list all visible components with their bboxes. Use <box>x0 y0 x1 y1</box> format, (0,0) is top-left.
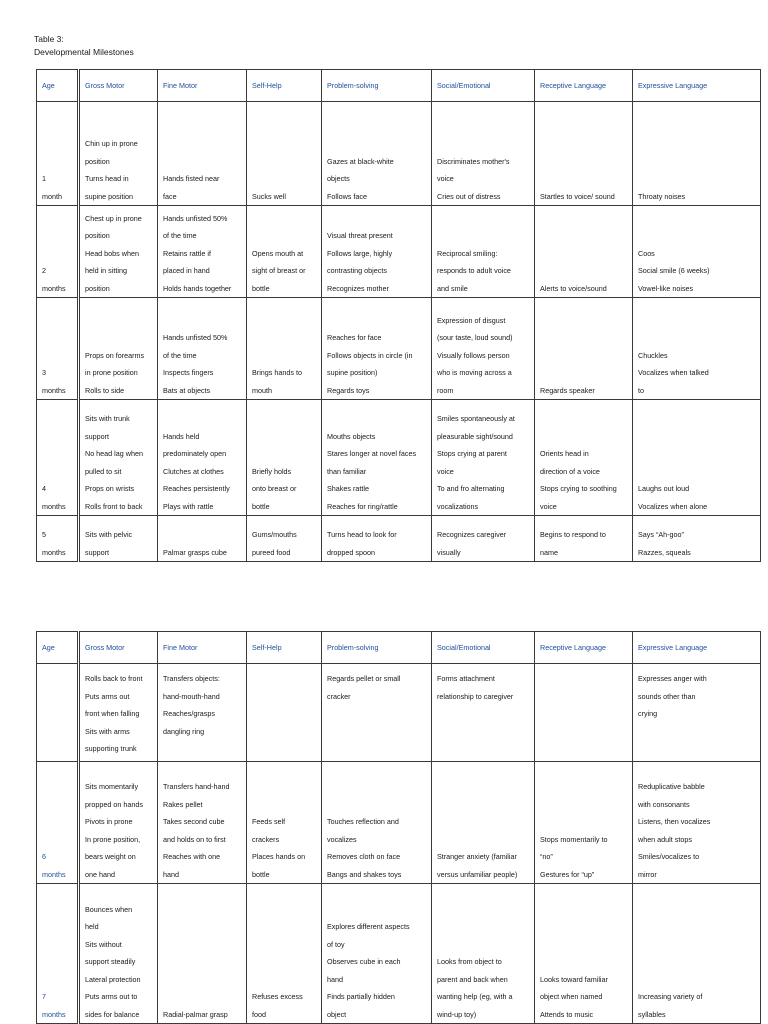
cell-line: 1 <box>42 174 46 183</box>
cell-line: Hands fisted near <box>163 174 220 183</box>
cell-line: and holds on to first <box>163 834 226 844</box>
cell-line: months <box>42 501 66 511</box>
cell-line: Places hands on <box>252 852 306 861</box>
header-problem-solving: Problem-solving <box>322 632 432 664</box>
self-help-cell <box>247 762 322 884</box>
cell-line: Chin up in prone <box>85 139 138 148</box>
cell-line: crying <box>638 709 658 718</box>
cell-line: held in sitting <box>85 266 127 275</box>
expressive-language-cell <box>633 762 761 884</box>
social-emotional-cell <box>432 102 535 206</box>
cell-line: objects <box>327 174 350 183</box>
cell-line: bottle <box>252 501 270 511</box>
cell-line: Laughs out loud <box>638 484 690 493</box>
problem-solving-cell <box>322 516 432 562</box>
table-row <box>37 206 761 298</box>
cell-line: Begins to respond to <box>540 530 606 539</box>
cell-line: room <box>437 385 454 395</box>
cell-line: Transfers hand-hand <box>163 782 230 791</box>
cell-line: Turns head in <box>85 174 129 183</box>
cell-line: Rakes pellet <box>163 799 203 809</box>
header-social-emotional: Social/Emotional <box>432 632 535 664</box>
cell-line: Chuckles <box>638 350 668 360</box>
cell-line: held <box>85 922 99 931</box>
cell-line: Stares longer at novel faces <box>327 449 417 458</box>
cell-line: Lateral protection <box>85 974 141 984</box>
cell-line: Hands unfisted 50% <box>163 213 228 223</box>
social-emotional-cell <box>432 762 535 884</box>
receptive-language-cell <box>535 884 633 1024</box>
cell-line: Mouths objects <box>327 431 376 441</box>
cell-line: Sits without <box>85 939 122 949</box>
cell-line: name <box>540 547 558 557</box>
cell-line: Looks toward familiar <box>540 974 608 984</box>
cell-line: Stranger anxiety (familiar <box>437 852 517 861</box>
cell-line: placed in hand <box>163 266 210 275</box>
cell-line: Orients head in <box>540 449 589 458</box>
milestones-table-part-2 <box>36 631 761 1024</box>
cell-line: Sits with trunk <box>85 414 130 423</box>
cell-line: sounds other than <box>638 691 696 701</box>
cell-line: mirror <box>638 869 657 879</box>
cell-line: Reaches with one <box>163 852 221 861</box>
cell-line: Turns head to look for <box>327 530 397 539</box>
self-help-cell <box>247 102 322 206</box>
fine-motor-cell <box>158 884 247 1024</box>
cell-line: than familiar <box>327 466 367 476</box>
cell-line: wanting help (eg, with a <box>437 992 513 1001</box>
cell-line: Hands unfisted 50% <box>163 333 228 342</box>
cell-line: one hand <box>85 869 115 879</box>
self-help-cell <box>247 400 322 516</box>
cell-line: object <box>327 1009 347 1019</box>
cell-line: position <box>85 156 110 166</box>
cell-line: Follows face <box>327 191 367 201</box>
cell-line: hand-mouth-hand <box>163 691 220 701</box>
cell-line: object when named <box>540 992 603 1001</box>
cell-line: pleasurable sight/sound <box>437 431 513 441</box>
receptive-language-cell <box>535 206 633 298</box>
age-cell <box>37 206 79 298</box>
cell-line: voice <box>437 466 454 476</box>
cell-line: months <box>42 547 66 557</box>
expressive-language-cell <box>633 400 761 516</box>
cell-line: parent and back when <box>437 974 508 984</box>
cell-line: front when falling <box>85 709 140 718</box>
cell-line: Hands held <box>163 431 200 441</box>
cell-line: onto breast or <box>252 484 297 493</box>
cell-line: direction of a voice <box>540 466 600 476</box>
problem-solving-cell <box>322 102 432 206</box>
cell-line: position <box>85 231 110 240</box>
self-help-cell <box>247 206 322 298</box>
cell-line: vocalizes <box>327 834 357 844</box>
header-problem-solving: Problem-solving <box>322 70 432 102</box>
self-help-cell <box>247 884 322 1024</box>
cell-line: Opens mouth at <box>252 248 304 258</box>
cell-line: 3 <box>42 368 46 377</box>
cell-line: Vocalizes when alone <box>638 501 708 511</box>
problem-solving-cell <box>322 298 432 400</box>
cell-line: month <box>42 191 62 201</box>
cell-line: mouth <box>252 385 272 395</box>
cell-line: 2 <box>42 266 46 275</box>
cell-line: food <box>252 1009 266 1019</box>
cell-line: Recognizes caregiver <box>437 530 507 539</box>
cell-line: vocalizations <box>437 501 479 511</box>
expressive-language-cell <box>633 298 761 400</box>
fine-motor-cell <box>158 102 247 206</box>
cell-line: (sour taste, loud sound) <box>437 333 513 342</box>
header-expressive-language: Expressive Language <box>633 70 761 102</box>
cell-line: Refuses excess <box>252 992 303 1001</box>
expressive-language-cell <box>633 664 761 762</box>
cell-line: Pivots in prone <box>85 817 133 826</box>
cell-line: dropped spoon <box>327 547 375 557</box>
cell-line: Reduplicative babble <box>638 782 705 791</box>
age-cell <box>37 516 79 562</box>
table-row <box>37 762 761 884</box>
cell-line: months <box>42 283 66 293</box>
expressive-language-cell <box>633 206 761 298</box>
gross-motor-cell <box>79 884 158 1024</box>
gross-motor-cell <box>79 762 158 884</box>
cell-line: sides for balance <box>85 1009 140 1019</box>
cell-line: Clutches at clothes <box>163 466 224 476</box>
cell-line: Sucks well <box>252 191 286 201</box>
header-row <box>37 70 761 102</box>
cell-line: Props on forearms <box>85 350 145 360</box>
header-age: Age <box>37 70 79 102</box>
cell-line: Finds partially hidden <box>327 992 395 1001</box>
cell-line: To and fro alternating <box>437 484 505 493</box>
age-cell <box>37 298 79 400</box>
cell-line: Startles to voice/ sound <box>540 191 615 201</box>
cell-line: and smile <box>437 283 468 293</box>
header-row <box>37 632 761 664</box>
cell-line: Follows large, highly <box>327 248 393 258</box>
fine-motor-cell <box>158 664 247 762</box>
cell-line: Touches reflection and <box>327 817 399 826</box>
cell-line: Cries out of distress <box>437 191 501 201</box>
cell-line: Head bobs when <box>85 248 139 258</box>
cell-line: who is moving across a <box>437 368 512 377</box>
gross-motor-cell <box>79 516 158 562</box>
cell-line: Visually follows person <box>437 350 510 360</box>
cell-line: Razzes, squeals <box>638 547 691 557</box>
cell-line: sight of breast or <box>252 266 306 275</box>
cell-line: of the time <box>163 350 197 360</box>
cell-line: Increasing variety of <box>638 992 703 1001</box>
cell-line: Smiles/vocalizes to <box>638 852 700 861</box>
cell-line: Gazes at black-white <box>327 156 394 166</box>
cell-line: Vowel-like noises <box>638 283 694 293</box>
header-fine-motor: Fine Motor <box>158 70 247 102</box>
cell-line: 5 <box>42 530 46 539</box>
cell-line: Plays with rattle <box>163 501 214 511</box>
cell-line: with consonants <box>638 799 690 809</box>
cell-line: Stops crying to soothing <box>540 484 617 493</box>
expressive-language-cell <box>633 102 761 206</box>
cell-line: Reaches/grasps <box>163 709 215 718</box>
cell-line: hand <box>163 869 179 879</box>
cell-line: Props on wrists <box>85 484 135 493</box>
cell-line: cracker <box>327 691 351 701</box>
expressive-language-cell <box>633 516 761 562</box>
cell-line: visually <box>437 547 461 557</box>
cell-line: propped on hands <box>85 799 143 809</box>
cell-line: position <box>85 283 110 293</box>
cell-line: Chest up in prone <box>85 213 142 223</box>
cell-line: months <box>42 385 66 395</box>
cell-line: Reaches for ring/rattle <box>327 501 398 511</box>
social-emotional-cell <box>432 298 535 400</box>
cell-line: Bounces when <box>85 904 133 914</box>
cell-line: Reciprocal smiling: <box>437 248 498 258</box>
cell-line: Expresses anger with <box>638 674 707 683</box>
cell-line: of the time <box>163 231 197 240</box>
header-gross-motor: Gross Motor <box>79 70 158 102</box>
cell-line: when adult stops <box>638 834 692 844</box>
cell-line: Brings hands to <box>252 368 302 377</box>
cell-line: Puts arms out to <box>85 992 138 1001</box>
problem-solving-cell <box>322 664 432 762</box>
gross-motor-cell <box>79 298 158 400</box>
cell-line: voice <box>540 501 557 511</box>
receptive-language-cell <box>535 298 633 400</box>
cell-line: Puts arms out <box>85 691 130 701</box>
cell-line: bottle <box>252 869 270 879</box>
cell-line: Stops crying at parent <box>437 449 507 458</box>
problem-solving-cell <box>322 762 432 884</box>
problem-solving-cell <box>322 884 432 1024</box>
cell-line: Palmar grasps cube <box>163 547 227 557</box>
header-age: Age <box>37 632 79 664</box>
cell-line: Gums/mouths <box>252 530 297 539</box>
header-self-help: Self-Help <box>247 70 322 102</box>
cell-line: Vocalizes when talked <box>638 368 709 377</box>
cell-line: Rolls back to front <box>85 674 143 683</box>
cell-line: Regards pellet or small <box>327 674 401 683</box>
table-row <box>37 298 761 400</box>
cell-line: of toy <box>327 939 345 949</box>
self-help-cell <box>247 298 322 400</box>
cell-line: versus unfamiliar people) <box>437 869 518 879</box>
cell-line: pureed food <box>252 547 291 557</box>
table-title: Developmental Milestones <box>34 47 134 57</box>
cell-line: Removes cloth on face <box>327 852 401 861</box>
cell-line: “no” <box>540 852 553 861</box>
age-cell <box>37 664 79 762</box>
cell-line: Stops momentarily to <box>540 834 608 844</box>
cell-line: Takes second cube <box>163 817 225 826</box>
cell-line: Alerts to voice/sound <box>540 283 607 293</box>
cell-line: support <box>85 547 109 557</box>
table-caption <box>34 33 134 59</box>
cell-line: Sits momentarily <box>85 782 139 791</box>
receptive-language-cell <box>535 102 633 206</box>
header-social-emotional: Social/Emotional <box>432 70 535 102</box>
cell-line: supine position) <box>327 368 378 377</box>
table-row <box>37 664 761 762</box>
fine-motor-cell <box>158 516 247 562</box>
cell-line: Regards toys <box>327 385 370 395</box>
cell-line: Bangs and shakes toys <box>327 869 402 879</box>
cell-line: Gestures for “up” <box>540 869 595 879</box>
cell-line: crackers <box>252 834 280 844</box>
cell-line: Transfers objects: <box>163 674 220 683</box>
header-expressive-language: Expressive Language <box>633 632 761 664</box>
cell-line: to <box>638 385 644 395</box>
cell-line: responds to adult voice <box>437 266 511 275</box>
cell-line: hand <box>327 974 343 984</box>
cell-line: support <box>85 431 109 441</box>
cell-line: Visual threat present <box>327 231 393 240</box>
social-emotional-cell <box>432 400 535 516</box>
receptive-language-cell <box>535 664 633 762</box>
social-emotional-cell <box>432 206 535 298</box>
cell-line: 7 <box>42 992 46 1001</box>
cell-line: months <box>42 1009 66 1019</box>
cell-line: Sits with arms <box>85 726 130 736</box>
cell-line: Listens, then vocalizes <box>638 817 711 826</box>
cell-line: Sits with pelvic <box>85 530 133 539</box>
cell-line: in prone position <box>85 368 138 377</box>
cell-line: dangling ring <box>163 726 205 736</box>
cell-line: supporting trunk <box>85 744 137 753</box>
cell-line: Bats at objects <box>163 385 211 395</box>
milestones-table-part-1 <box>36 69 761 562</box>
cell-line: Regards speaker <box>540 385 595 395</box>
fine-motor-cell <box>158 762 247 884</box>
cell-line: bottle <box>252 283 270 293</box>
cell-line: Radial-palmar grasp <box>163 1009 228 1019</box>
cell-line: 6 <box>42 852 46 861</box>
cell-line: Smiles spontaneously at <box>437 414 515 423</box>
age-cell <box>37 762 79 884</box>
cell-line: Social smile (6 weeks) <box>638 266 710 275</box>
cell-line: wind-up toy) <box>437 1009 477 1019</box>
receptive-language-cell <box>535 400 633 516</box>
cell-line: voice <box>437 174 454 183</box>
table-number: Table 3: <box>34 34 64 44</box>
table-row <box>37 102 761 206</box>
header-self-help: Self-Help <box>247 632 322 664</box>
fine-motor-cell <box>158 206 247 298</box>
fine-motor-cell <box>158 400 247 516</box>
cell-line: Recognizes mother <box>327 283 389 293</box>
cell-line: Reaches persistently <box>163 484 230 493</box>
age-cell <box>37 400 79 516</box>
cell-line: months <box>42 869 66 879</box>
cell-line: In prone position, <box>85 834 141 844</box>
cell-line: supine position <box>85 191 133 201</box>
cell-line: Observes cube in each <box>327 957 401 966</box>
cell-line: support steadily <box>85 957 136 966</box>
receptive-language-cell <box>535 762 633 884</box>
cell-line: Briefly holds <box>252 466 292 476</box>
table-row <box>37 400 761 516</box>
receptive-language-cell <box>535 516 633 562</box>
cell-line: Looks from object to <box>437 957 502 966</box>
cell-line: Discriminates mother's <box>437 156 510 166</box>
expressive-language-cell <box>633 884 761 1024</box>
cell-line: Says “Ah-goo” <box>638 530 684 539</box>
table-row <box>37 884 761 1024</box>
gross-motor-cell <box>79 400 158 516</box>
cell-line: contrasting objects <box>327 266 387 275</box>
cell-line: Holds hands together <box>163 283 232 293</box>
cell-line: Throaty noises <box>638 191 686 201</box>
gross-motor-cell <box>79 102 158 206</box>
header-fine-motor: Fine Motor <box>158 632 247 664</box>
social-emotional-cell <box>432 516 535 562</box>
cell-line: face <box>163 191 177 201</box>
self-help-cell <box>247 516 322 562</box>
age-cell <box>37 102 79 206</box>
cell-line: pulled to sit <box>85 466 122 476</box>
cell-line: No head lag when <box>85 449 143 458</box>
social-emotional-cell <box>432 664 535 762</box>
header-gross-motor: Gross Motor <box>79 632 158 664</box>
cell-line: Retains rattle if <box>163 248 211 258</box>
cell-line: Rolls to side <box>85 385 125 395</box>
cell-line: Coos <box>638 248 655 258</box>
cell-line: 4 <box>42 484 46 493</box>
table-row <box>37 516 761 562</box>
cell-line: syllables <box>638 1009 666 1019</box>
problem-solving-cell <box>322 206 432 298</box>
cell-line: Expression of disgust <box>437 315 506 325</box>
fine-motor-cell <box>158 298 247 400</box>
problem-solving-cell <box>322 400 432 516</box>
cell-line: Reaches for face <box>327 333 382 342</box>
cell-line: Explores different aspects <box>327 922 410 931</box>
cell-line: bears weight on <box>85 852 136 861</box>
cell-line: Attends to music <box>540 1009 594 1019</box>
cell-line: Forms attachment <box>437 674 495 683</box>
header-receptive-language: Receptive Language <box>535 632 633 664</box>
cell-line: Feeds self <box>252 817 286 826</box>
cell-line: Inspects fingers <box>163 368 214 377</box>
age-cell <box>37 884 79 1024</box>
cell-line: Shakes rattle <box>327 484 369 493</box>
gross-motor-cell <box>79 206 158 298</box>
cell-line: Follows objects in circle (in <box>327 350 413 360</box>
cell-line: Rolls front to back <box>85 501 143 511</box>
cell-line: predominately open <box>163 449 227 458</box>
cell-line: relationship to caregiver <box>437 691 514 701</box>
self-help-cell <box>247 664 322 762</box>
header-receptive-language: Receptive Language <box>535 70 633 102</box>
gross-motor-cell <box>79 664 158 762</box>
social-emotional-cell <box>432 884 535 1024</box>
